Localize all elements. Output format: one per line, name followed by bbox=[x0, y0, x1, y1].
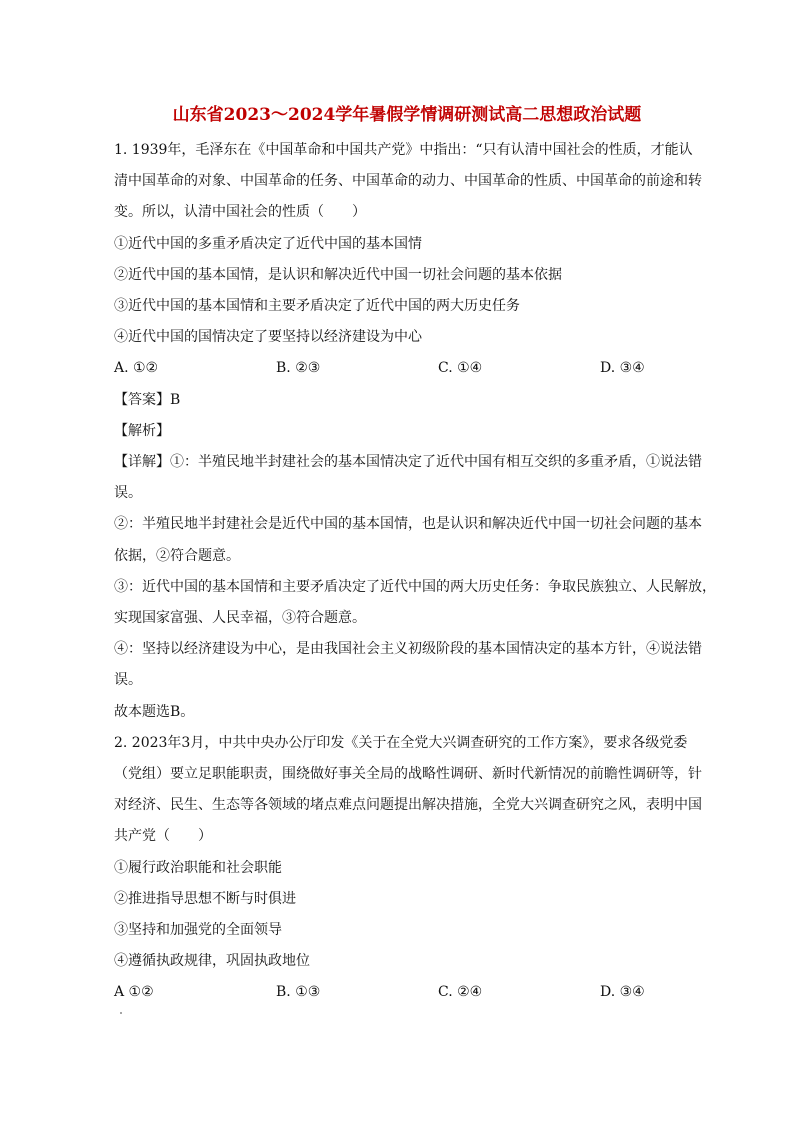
q1-detail-line: 依据，②符合题意。 bbox=[114, 547, 240, 564]
q1-detail-line: 误。 bbox=[114, 485, 142, 502]
q1-option-a: A. ①② bbox=[114, 360, 159, 377]
q1-item: ②近代中国的基本国情，是认识和解决近代中国一切社会问题的基本依据 bbox=[114, 266, 562, 283]
stray-mark bbox=[120, 1012, 122, 1014]
q2-stem-line: 2. 2023年3月，中共中央办公厅印发《关于在全党大兴调查研究的工作方案》，要求各级党委 bbox=[114, 734, 688, 751]
q1-answer: 【答案】B bbox=[114, 391, 181, 408]
q2-item: ④遵循执政规律，巩固执政地位 bbox=[114, 953, 310, 970]
q1-detail-line: 故本题选B。 bbox=[114, 703, 195, 720]
q1-stem-line: 变。所以，认清中国社会的性质（ ） bbox=[114, 204, 366, 221]
q2-option-b: B. ①③ bbox=[276, 984, 321, 1001]
q1-item: ④近代中国的国情决定了要坚持以经济建设为中心 bbox=[114, 329, 422, 346]
q2-options bbox=[114, 977, 700, 1008]
q2-item: ①履行政治职能和社会职能 bbox=[114, 859, 282, 876]
exam-page bbox=[114, 103, 716, 1009]
q1-option-d: D. ③④ bbox=[600, 360, 645, 377]
q2-item: ②推进指导思想不断与时俱进 bbox=[114, 890, 296, 907]
page-title: 山东省2023～2024学年暑假学情调研测试高二思想政治试题 bbox=[172, 105, 642, 125]
q1-options bbox=[114, 353, 700, 384]
q2-option-d: D. ③④ bbox=[600, 984, 645, 1001]
q1-item: ①近代中国的多重矛盾决定了近代中国的基本国情 bbox=[114, 235, 422, 252]
q1-detail-line: 实现国家富强、人民幸福，③符合题意。 bbox=[114, 610, 366, 627]
q1-stem-line: 1. 1939年，毛泽东在《中国革命和中国共产党》中指出：“只有认清中国社会的性质，才能认 bbox=[114, 142, 693, 158]
q2-stem-line: 对经济、民生、生态等各领域的堵点难点问题提出解决措施，全党大兴调查研究之风，表明中国 bbox=[114, 797, 702, 814]
question-2 bbox=[114, 728, 700, 1009]
question-1 bbox=[114, 135, 716, 728]
q2-stem-line: 共产党（ ） bbox=[114, 828, 212, 845]
q2-stem-line: （党组）要立足职能职责，围绕做好事关全局的战略性调研、新时代新情况的前瞻性调研等，针 bbox=[114, 766, 702, 783]
q1-detail-line: ④：坚持以经济建设为中心，是由我国社会主义初级阶段的基本国情决定的基本方针，④说法错 bbox=[114, 641, 702, 658]
q1-item: ③近代中国的基本国情和主要矛盾决定了近代中国的两大历史任务 bbox=[114, 298, 520, 315]
q1-option-b: B. ②③ bbox=[276, 360, 321, 377]
q1-detail-line: ③：近代中国的基本国情和主要矛盾决定了近代中国的两大历史任务：争取民族独立、人民解放， bbox=[114, 578, 716, 595]
q2-option-c: C. ②④ bbox=[438, 984, 483, 1001]
q2-option-a: A ①② bbox=[114, 984, 154, 1001]
q2-item: ③坚持和加强党的全面领导 bbox=[114, 922, 282, 939]
q1-detail-line: 误。 bbox=[114, 672, 142, 689]
q1-option-c: C. ①④ bbox=[438, 360, 483, 377]
q1-stem-line: 清中国革命的对象、中国革命的任务、中国革命的动力、中国革命的性质、中国革命的前途和转 bbox=[114, 173, 702, 190]
q1-analysis-label: 【解析】 bbox=[114, 422, 170, 439]
q1-detail-line: 【详解】①：半殖民地半封建社会的基本国情决定了近代中国有相互交织的多重矛盾，①说法错 bbox=[114, 454, 702, 471]
q1-detail-line: ②：半殖民地半封建社会是近代中国的基本国情，也是认识和解决近代中国一切社会问题的基本 bbox=[114, 516, 702, 533]
